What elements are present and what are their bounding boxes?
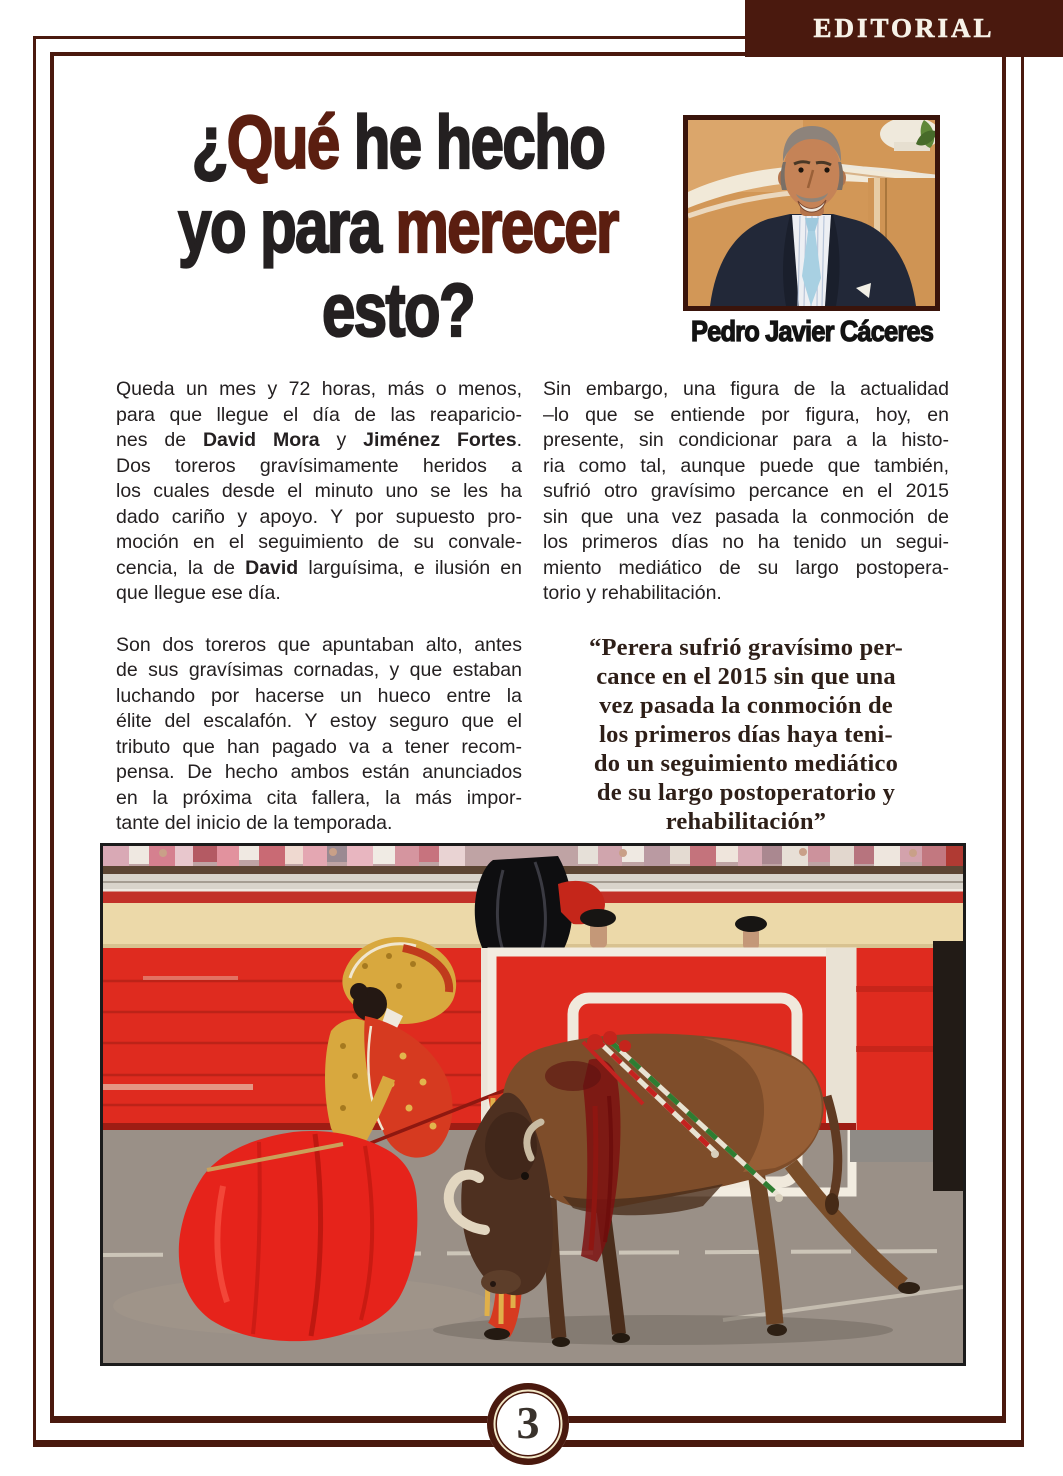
text-segment: miento mediático de su largo postopera- (543, 556, 949, 579)
text-line (543, 505, 949, 531)
text-line (116, 581, 522, 607)
text-segment: esto? (321, 268, 475, 352)
text-segment: presente, sin condicionar para a la histo- (543, 429, 949, 451)
text-line (543, 633, 949, 662)
article-title (88, 100, 708, 352)
text-segment: –lo que se entiende por figura, hoy, en (543, 403, 949, 426)
text-segment: moción en el seguimiento de su convale- (116, 531, 522, 553)
text-segment: nes de (116, 429, 203, 451)
text-line (116, 454, 522, 480)
text-line (116, 530, 522, 556)
paragraph (543, 377, 949, 607)
text-segment: torio y rehabilitación. (543, 582, 722, 604)
portrait-photo (683, 115, 940, 311)
text-line (543, 581, 949, 607)
page-number-badge (478, 1374, 578, 1474)
text-line (116, 760, 522, 786)
text-segment: cance en el 2015 sin que una (596, 662, 896, 690)
text-segment: “Perera sufrió gravísimo per- (589, 633, 903, 661)
section-label: EDITORIAL (813, 13, 995, 43)
text-line (543, 720, 949, 749)
text-segment: Sin embargo, una figura de la actualidad (543, 378, 949, 400)
text-segment: larguísima, e ilusión en (298, 556, 523, 579)
text-segment: los primeros días no ha tenido un segui- (543, 531, 949, 553)
text-line (116, 403, 522, 429)
text-segment: y (319, 429, 364, 451)
bullfight-photo (100, 843, 966, 1366)
portrait-caption: Pedro Javier Cáceres (690, 316, 934, 348)
text-segment: de sus gravísimas cornadas, y que estaban (116, 659, 522, 681)
text-segment: ria como tal, aunque puede que también, (543, 454, 949, 477)
text-segment: rehabilitación” (665, 807, 827, 835)
text-segment: los primeros días haya teni- (599, 720, 893, 748)
text-line (116, 505, 522, 531)
text-line (116, 633, 522, 659)
column-left (116, 377, 522, 863)
pull-quote (543, 633, 949, 836)
text-segment: he hecho (338, 100, 605, 184)
text-segment: cencia, la de (116, 556, 246, 579)
text-segment: Queda un mes y 72 horas, más o menos, (116, 378, 522, 400)
text-segment: Dos toreros gravísimamente heridos a (116, 454, 522, 477)
text-line (543, 377, 949, 403)
text-line (116, 658, 522, 684)
paragraph (116, 377, 522, 607)
text-line (543, 530, 949, 556)
text-segment: los cuales desde el minuto uno se les ha (116, 480, 522, 502)
text-line (150, 268, 646, 352)
text-line (543, 749, 949, 778)
text-segment: Qué (226, 100, 339, 184)
text-segment: Jiménez Fortes (363, 429, 517, 451)
text-line (116, 735, 522, 761)
text-segment: merecer (395, 184, 618, 268)
text-line (150, 184, 646, 268)
text-line (543, 691, 949, 720)
text-line (150, 100, 646, 184)
bullfight-illustration (103, 846, 963, 1363)
text-segment: de su largo postoperatorio y (596, 778, 896, 806)
paragraph (116, 633, 522, 837)
text-line (116, 684, 522, 710)
column-right (543, 377, 949, 836)
text-segment: David (245, 556, 299, 579)
text-segment: luchando por hacerse un hueco entre la (116, 684, 522, 707)
portrait-illustration (688, 120, 935, 306)
text-segment: . (516, 429, 523, 451)
text-segment: sin que una vez pasada la conmoción de (543, 505, 949, 528)
text-line (116, 377, 522, 403)
text-line (116, 811, 522, 837)
text-segment: que llegue ese día. (116, 582, 281, 604)
text-line (116, 479, 522, 505)
text-segment: pensa. De hecho ambos están anunciados (116, 761, 522, 783)
text-line (543, 778, 949, 807)
page-number: 3 (516, 1397, 540, 1448)
text-line (116, 556, 522, 582)
text-line (543, 556, 949, 582)
text-line (543, 479, 949, 505)
text-segment: para que llegue el día de las reaparicio- (116, 403, 522, 426)
text-line (116, 428, 522, 454)
text-segment: dado cariño y apoyo. Y por supuesto pro- (116, 505, 522, 528)
text-line (116, 709, 522, 735)
text-line (543, 662, 949, 691)
text-segment: sufrió otro gravísimo percance en el 2015 (543, 480, 949, 502)
text-line (116, 786, 522, 812)
text-segment: tributo que han pagado va a tener recom- (116, 735, 522, 758)
text-segment: vez pasada la conmoción de (599, 691, 893, 719)
section-header (745, 0, 1063, 57)
text-line (543, 807, 949, 836)
text-line (543, 428, 949, 454)
text-line (543, 403, 949, 429)
text-segment: David Mora (202, 429, 320, 451)
text-segment: en la próxima cita fallera, la más impor- (116, 786, 522, 809)
text-segment: do un seguimiento mediático (593, 749, 899, 777)
text-segment: tante del inicio de la temporada. (116, 812, 393, 834)
text-line (543, 454, 949, 480)
text-segment: ¿ (191, 100, 227, 184)
text-segment: élite del escalafón. Y estoy seguro que el (116, 710, 522, 732)
text-segment: yo para (178, 184, 396, 268)
text-segment: Son dos toreros que apuntaban alto, antes (116, 633, 522, 656)
